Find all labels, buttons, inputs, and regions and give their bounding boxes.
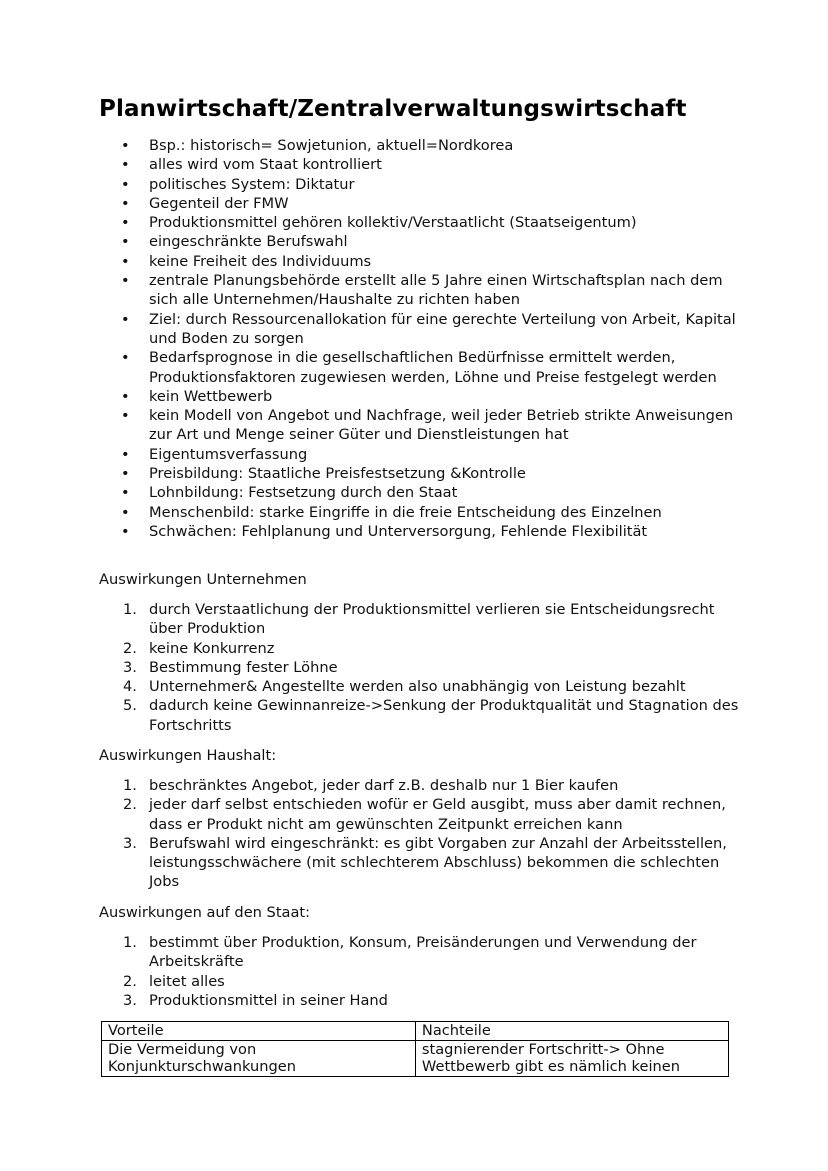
unternehmen-list [99,600,739,735]
bullet-item: • Bedarfsprognose in die gesellschaftlichen Bedürfnisse ermittelt werden, Produktionsfaktoren zugewiesen werden, Löhne und Preise festgelegt werden [99,348,739,387]
haushalt-list [99,776,739,892]
bullet-item: • Gegenteil der FMW [99,194,739,213]
feature-bullet-list [99,136,739,541]
bullet-item: • Produktionsmittel gehören kollektiv/Verstaatlicht (Staatseigentum) [99,213,739,232]
table-cell-vorteil: Die Vermeidung von Konjunkturschwankungen [102,1040,416,1076]
section-heading-haushalt: Auswirkungen Haushalt: [99,747,277,764]
list-item: 3. Berufswahl wird eingeschränkt: es gibt Vorgaben zur Anzahl der Arbeitsstellen, leistungsschwächere (mit schlechterem Abschluss) bekommen die schlechten Jobs [123,834,727,891]
bullet-item: • Schwächen: Fehlplanung und Unterversorgung, Fehlende Flexibilität [99,522,739,541]
bullet-item: • Eigentumsverfassung [99,445,739,464]
section-heading-staat: Auswirkungen auf den Staat: [99,904,311,921]
list-item: 4. Unternehmer& Angestellte werden also unabhängig von Leistung bezahlt [123,678,686,696]
list-item: 3. Produktionsmittel in seiner Hand [123,991,388,1009]
staat-list [99,933,739,1010]
bullet-item: • alles wird vom Staat kontrolliert [99,155,739,174]
bullet-item: • politisches System: Diktatur [99,175,739,194]
list-item: 1. beschränktes Angebot, jeder darf z.B. deshalb nur 1 Bier kaufen [123,777,619,794]
comparison-table [101,1021,729,1077]
bullet-item: • Lohnbildung: Festsetzung durch den Staat [99,483,739,502]
table-row [102,1040,729,1076]
bullet-item: • zentrale Planungsbehörde erstellt alle 5 Jahre einen Wirtschaftsplan nach dem sich alle Unternehmen/Haushalte zu richten haben [99,271,739,310]
table-header-row [102,1022,729,1041]
list-item: 2. jeder darf selbst entschieden wofür er Geld ausgibt, muss aber damit rechnen, dass er Produkt nicht am gewünschten Zeitpunkt erreichen kann [123,796,726,833]
bullet-item: • Bsp.: historisch= Sowjetunion, aktuell=Nordkorea [99,136,739,155]
list-item: 1. bestimmt über Produktion, Konsum, Preisänderungen und Verwendung der Arbeitskräfte [123,934,697,971]
bullet-item: • Ziel: durch Ressourcenallokation für eine gerechte Verteilung von Arbeit, Kapital und Boden zu sorgen [99,310,739,349]
column-header-vorteile: Vorteile [102,1022,416,1041]
list-item: 1. durch Verstaatlichung der Produktionsmittel verlieren sie Entscheidungsrecht über Produktion [123,601,715,638]
bullet-item: • kein Modell von Angebot und Nachfrage, weil jeder Betrieb strikte Anweisungen zur Art und Menge seiner Güter und Dienstleistungen hat [99,406,739,445]
bullet-item: • Preisbildung: Staatliche Preisfestsetzung &Kontrolle [99,464,739,483]
page-title: Planwirtschaft/Zentralverwaltungswirtschaft [99,96,687,122]
list-item: 5. dadurch keine Gewinnanreize->Senkung der Produktqualität und Stagnation des Fortschritts [123,697,739,734]
bullet-item: • Menschenbild: starke Eingriffe in die freie Entscheidung des Einzelnen [99,503,739,522]
bullet-item: • kein Wettbewerb [99,387,739,406]
bullet-item: • keine Freiheit des Individuums [99,252,739,271]
section-heading-unternehmen: Auswirkungen Unternehmen [99,571,307,588]
table-cell-nachteil: stagnierender Fortschritt-> Ohne Wettbewerb gibt es nämlich keinen [415,1040,728,1076]
list-item: 2. keine Konkurrenz [123,639,275,657]
list-item: 3. Bestimmung fester Löhne [123,658,338,676]
bullet-item: • eingeschränkte Berufswahl [99,232,739,251]
column-header-nachteile: Nachteile [415,1022,728,1041]
list-item: 2. leitet alles [123,972,225,990]
